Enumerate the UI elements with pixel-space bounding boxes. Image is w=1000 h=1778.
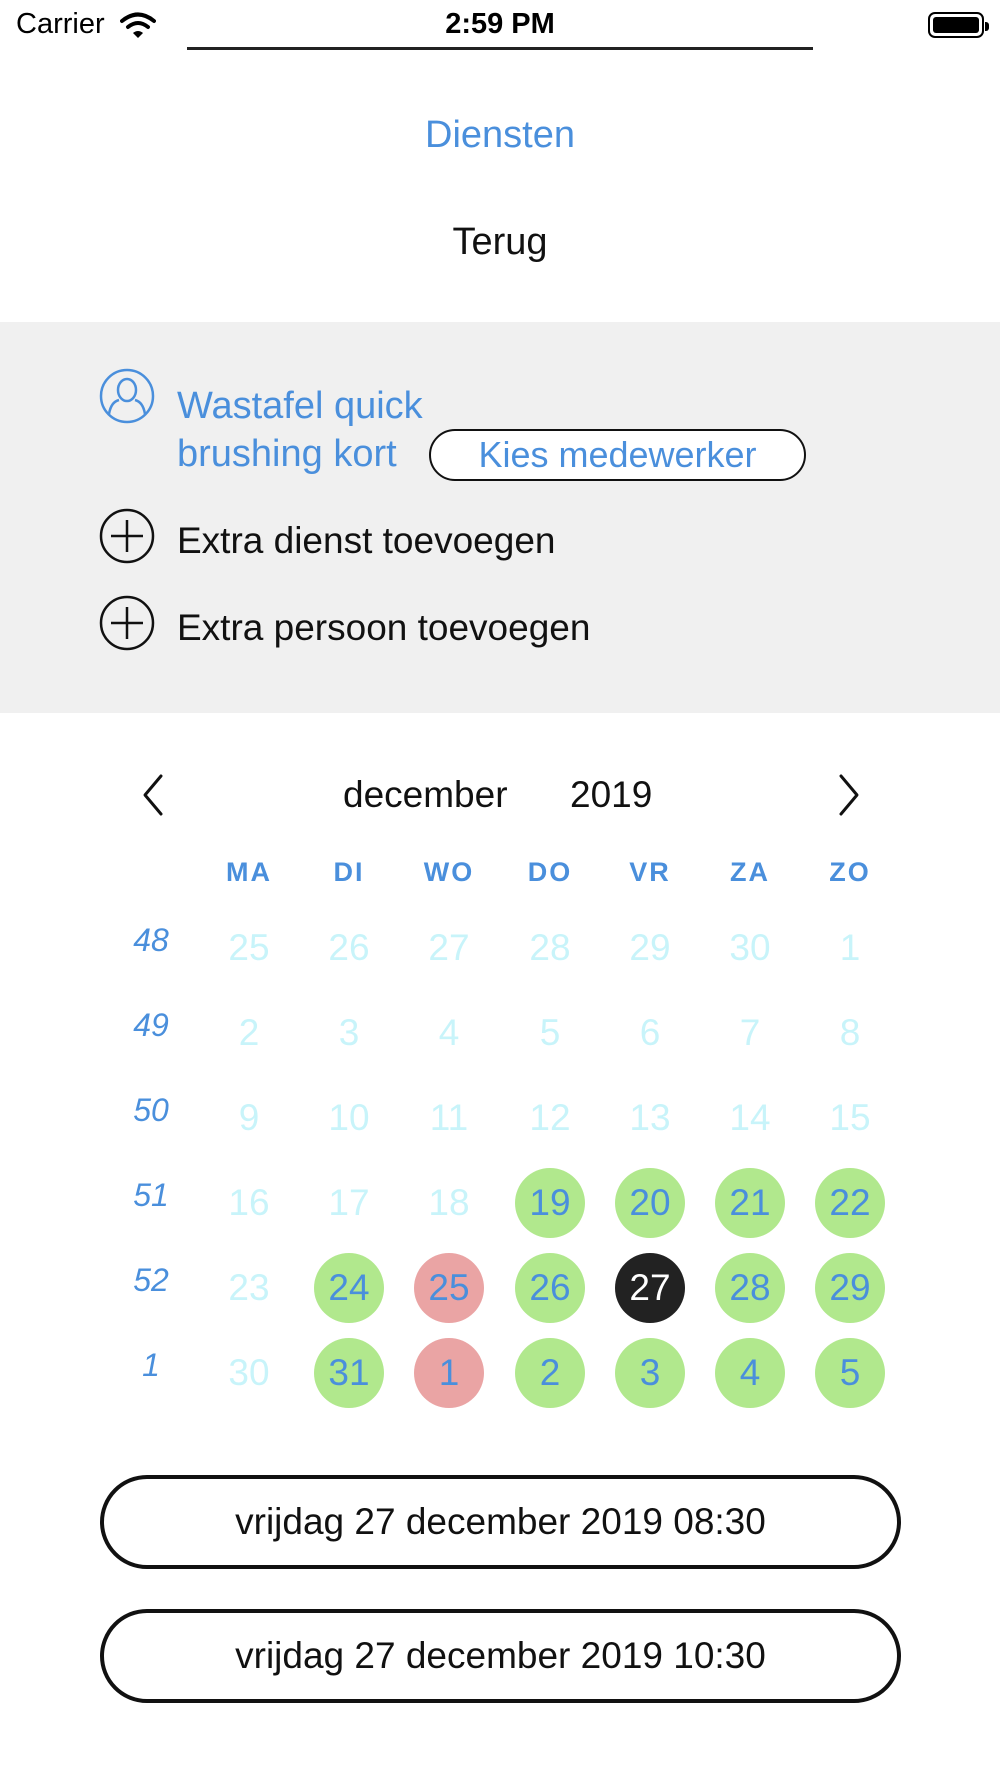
calendar-day-disabled: 15 xyxy=(829,1097,871,1138)
calendar-day-available[interactable]: 3 xyxy=(615,1338,685,1408)
calendar-day-disabled: 5 xyxy=(539,1012,561,1053)
calendar-day-disabled: 26 xyxy=(328,927,370,968)
calendar-day-disabled: 29 xyxy=(629,927,671,968)
chevron-right-icon[interactable] xyxy=(829,770,869,820)
calendar-day-unavailable[interactable]: 25 xyxy=(414,1253,484,1323)
calendar-day-available[interactable]: 29 xyxy=(815,1253,885,1323)
calendar-month: december xyxy=(343,774,508,815)
calendar-day-available[interactable]: 26 xyxy=(515,1253,585,1323)
calendar-day-available[interactable]: 31 xyxy=(314,1338,384,1408)
calendar-day-disabled: 25 xyxy=(228,927,270,968)
calendar-day-selected[interactable]: 27 xyxy=(615,1253,685,1323)
battery-level xyxy=(933,17,979,33)
week-number: 50 xyxy=(133,1092,169,1128)
week-number: 49 xyxy=(133,1007,169,1043)
calendar-day-disabled: 13 xyxy=(629,1097,671,1138)
chevron-left-icon[interactable] xyxy=(133,770,173,820)
weekday-label: VR xyxy=(629,857,671,887)
calendar-day-disabled: 4 xyxy=(438,1012,460,1053)
service-name-line1: Wastafel quick xyxy=(177,385,423,427)
calendar-day-disabled: 14 xyxy=(729,1097,771,1138)
battery-icon xyxy=(928,12,984,38)
calendar-day-available[interactable]: 28 xyxy=(715,1253,785,1323)
calendar-day-disabled: 30 xyxy=(228,1352,270,1393)
weekday-label: WO xyxy=(423,857,475,887)
week-number: 51 xyxy=(133,1177,169,1213)
weekday-label: ZO xyxy=(829,857,871,887)
choose-employee-button[interactable]: Kies medewerker xyxy=(429,429,806,481)
calendar-day-disabled: 12 xyxy=(529,1097,571,1138)
time-slot-button[interactable]: vrijdag 27 december 2019 08:30 xyxy=(100,1475,901,1569)
time-slot-button[interactable]: vrijdag 27 december 2019 10:30 xyxy=(100,1609,901,1703)
calendar-day-unavailable[interactable]: 1 xyxy=(414,1338,484,1408)
clock: 2:59 PM xyxy=(445,8,555,40)
add-service-plus-circle-icon[interactable] xyxy=(99,508,155,564)
back-button[interactable]: Terug xyxy=(452,221,548,263)
calendar-day-disabled: 3 xyxy=(338,1012,360,1053)
calendar-day-disabled: 18 xyxy=(428,1182,470,1223)
calendar-day-disabled: 16 xyxy=(228,1182,270,1223)
nav-title-link[interactable]: Diensten xyxy=(425,114,575,156)
weekday-label: ZA xyxy=(730,857,770,887)
calendar-day-disabled: 2 xyxy=(238,1012,260,1053)
calendar-day-disabled: 27 xyxy=(428,927,470,968)
calendar-day-disabled: 11 xyxy=(429,1097,469,1138)
calendar-day-disabled: 28 xyxy=(529,927,571,968)
calendar-day-available[interactable]: 21 xyxy=(715,1168,785,1238)
calendar-day-disabled: 6 xyxy=(639,1012,661,1053)
weekday-label: MA xyxy=(226,857,272,887)
calendar-day-disabled: 7 xyxy=(739,1012,761,1053)
person-icon xyxy=(99,368,155,424)
week-number: 1 xyxy=(142,1347,160,1383)
calendar-day-disabled: 1 xyxy=(839,927,861,968)
calendar-day-disabled: 9 xyxy=(238,1097,260,1138)
calendar-day-available[interactable]: 4 xyxy=(715,1338,785,1408)
calendar-day-disabled: 10 xyxy=(328,1097,370,1138)
calendar-day-available[interactable]: 2 xyxy=(515,1338,585,1408)
calendar-day-disabled: 17 xyxy=(328,1182,370,1223)
service-name-line2: brushing kort xyxy=(177,433,397,475)
calendar-day-available[interactable]: 5 xyxy=(815,1338,885,1408)
calendar-day-available[interactable]: 22 xyxy=(815,1168,885,1238)
calendar-year: 2019 xyxy=(570,774,653,815)
weekday-label: DI xyxy=(333,857,365,887)
add-person-label[interactable]: Extra persoon toevoegen xyxy=(177,607,591,648)
calendar-day-available[interactable]: 20 xyxy=(615,1168,685,1238)
calendar-day-disabled: 30 xyxy=(729,927,771,968)
carrier-label: Carrier xyxy=(16,8,105,40)
header-divider xyxy=(187,47,813,50)
calendar-day-available[interactable]: 19 xyxy=(515,1168,585,1238)
add-person-plus-circle-icon[interactable] xyxy=(99,595,155,651)
week-number: 52 xyxy=(133,1262,169,1298)
calendar-day-available[interactable]: 24 xyxy=(314,1253,384,1323)
week-number: 48 xyxy=(133,922,169,958)
service-panel xyxy=(0,322,1000,713)
service-name[interactable] xyxy=(177,382,423,478)
calendar-day-disabled: 23 xyxy=(228,1267,270,1308)
weekday-label: DO xyxy=(527,857,573,887)
calendar-day-disabled: 8 xyxy=(839,1012,861,1053)
add-service-label[interactable]: Extra dienst toevoegen xyxy=(177,520,556,561)
